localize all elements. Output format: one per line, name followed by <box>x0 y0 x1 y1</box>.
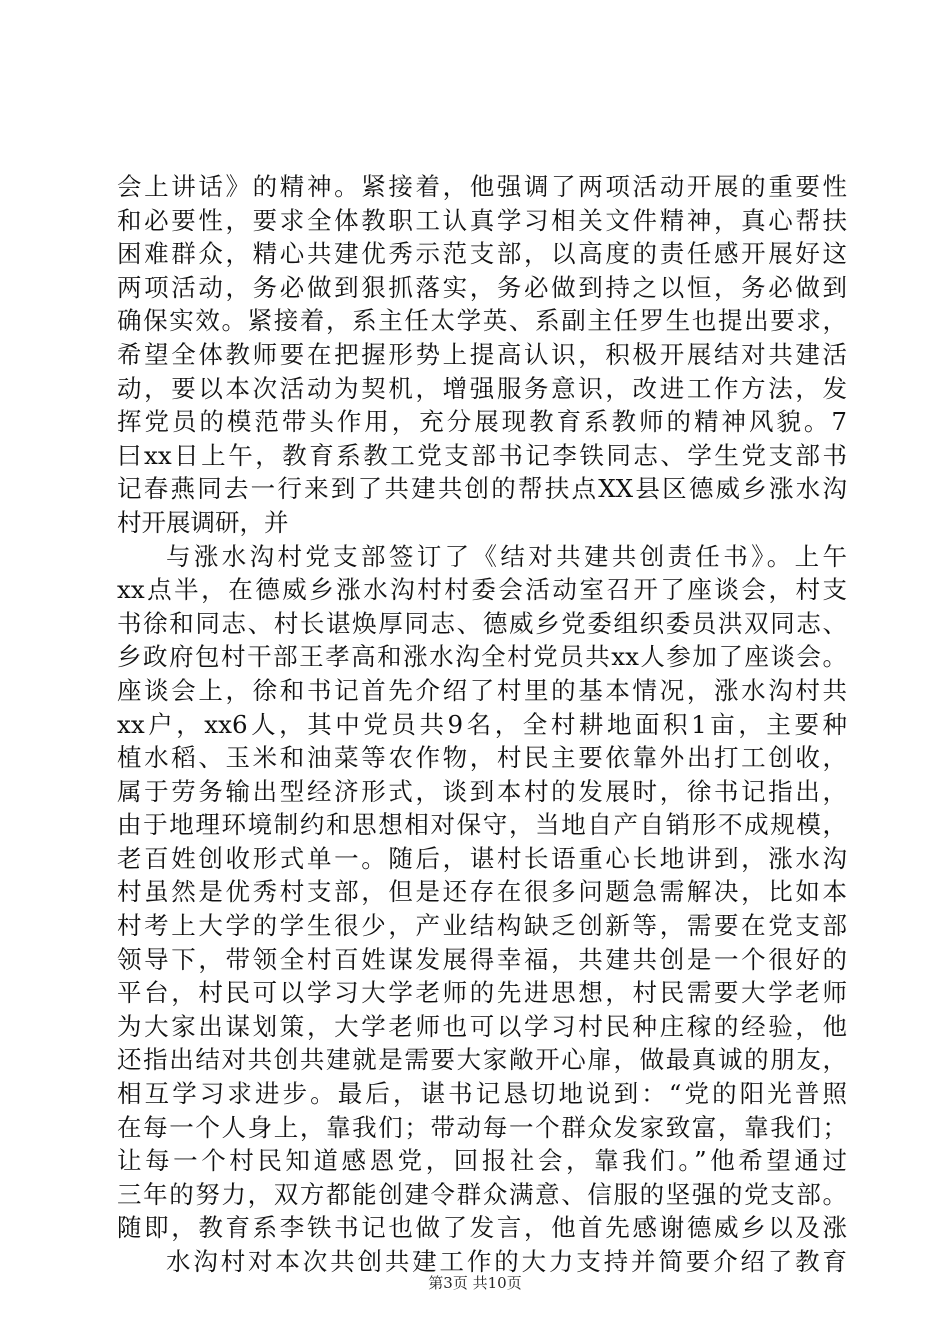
document-body <box>117 170 847 1279</box>
text-line: 记春燕同去一行来到了共建共创的帮扶点XX县区德威乡涨水沟 <box>117 474 847 504</box>
text-line: 属于劳务输出型经济形式，谈到本村的发展时，徐书记指出， <box>117 776 847 806</box>
text-line: 在每一个人身上，靠我们；带动每一个群众发家致富，靠我们； <box>117 1112 847 1142</box>
text-line: 村开展调研，并 <box>117 507 289 537</box>
text-line: 乡政府包村干部王孝高和涨水沟全村党员共xx人参加了座谈会。 <box>117 642 847 672</box>
paragraph-2 <box>117 540 847 1245</box>
text-line: xx点半，在德威乡涨水沟村村委会活动室召开了座谈会，村支 <box>117 575 847 605</box>
text-line: 水沟村对本次共创共建工作的大力支持并简要介绍了教育 <box>166 1247 847 1276</box>
text-line: 挥党员的模范带头作用，充分展现教育系教师的精神风貌。7 <box>117 407 847 437</box>
text-line: 书徐和同志、村长谌焕厚同志、德威乡党委组织委员洪双同志、 <box>117 608 847 638</box>
text-line: 与涨水沟村党支部签订了《结对共建共创责任书》。上午 <box>166 541 847 571</box>
text-line: 老百姓创收形式单一。随后，谌村长语重心长地讲到，涨水沟 <box>117 843 847 873</box>
text-line: 还指出结对共创共建就是需要大家敞开心扉，做最真诚的朋友， <box>117 1045 847 1075</box>
text-line: 会上讲话》的精神。紧接着，他强调了两项活动开展的重要性 <box>117 172 847 201</box>
text-line: 领导下，带领全村百姓谋发展得幸福，共建共创是一个很好的 <box>117 944 847 974</box>
text-line: 村考上大学的学生很少，产业结构缺乏创新等，需要在党支部 <box>117 911 847 941</box>
text-line: 三年的努力，双方都能创建令群众满意、信服的坚强的党支部。 <box>117 1179 847 1209</box>
text-line: 村虽然是优秀村支部，但是还存在很多问题急需解决，比如本 <box>117 877 847 907</box>
text-line: 希望全体教师要在把握形势上提高认识，积极开展结对共建活 <box>117 339 847 369</box>
text-line: 相互学习求进步。最后，谌书记恳切地说到：“党的阳光普照 <box>117 1079 847 1109</box>
text-line: 让每一个村民知道感恩党，回报社会，靠我们。”他希望通过 <box>117 1146 847 1176</box>
text-line: 困难群众，精心共建优秀示范支部，以高度的责任感开展好这 <box>117 239 847 269</box>
text-line: 两项活动，务必做到狠抓落实，务必做到持之以恒，务必做到 <box>117 272 847 302</box>
text-line: 植水稻、玉米和油菜等农作物，村民主要依靠外出打工创收， <box>117 743 847 773</box>
text-line: 随即，教育系李铁书记也做了发言，他首先感谢德威乡以及涨 <box>117 1213 847 1243</box>
text-line: 确保实效。紧接着，系主任太学英、系副主任罗生也提出要求， <box>117 306 847 336</box>
page-number-footer: 第3页 共10页 <box>428 1274 522 1292</box>
text-line: 座谈会上，徐和书记首先介绍了村里的基本情况，涨水沟村共 <box>117 675 847 705</box>
text-line: 为大家出谋划策，大学老师也可以学习村民种庄稼的经验，他 <box>117 1011 847 1041</box>
text-line: 由于地理环境制约和思想相对保守，当地自产自销形不成规模， <box>117 810 847 840</box>
paragraph-1 <box>117 170 847 540</box>
text-line: xx户，xx6人，其中党员共9名，全村耕地面积1亩，主要种 <box>117 709 847 739</box>
text-line: 和必要性，要求全体教职工认真学习相关文件精神，真心帮扶 <box>117 205 847 235</box>
text-line: 动，要以本次活动为契机，增强服务意识，改进工作方法，发 <box>117 373 847 403</box>
text-line: 平台，村民可以学习大学老师的先进思想，村民需要大学老师 <box>117 978 847 1008</box>
text-line: 曰xx日上午，教育系教工党支部书记李铁同志、学生党支部书 <box>117 440 847 470</box>
